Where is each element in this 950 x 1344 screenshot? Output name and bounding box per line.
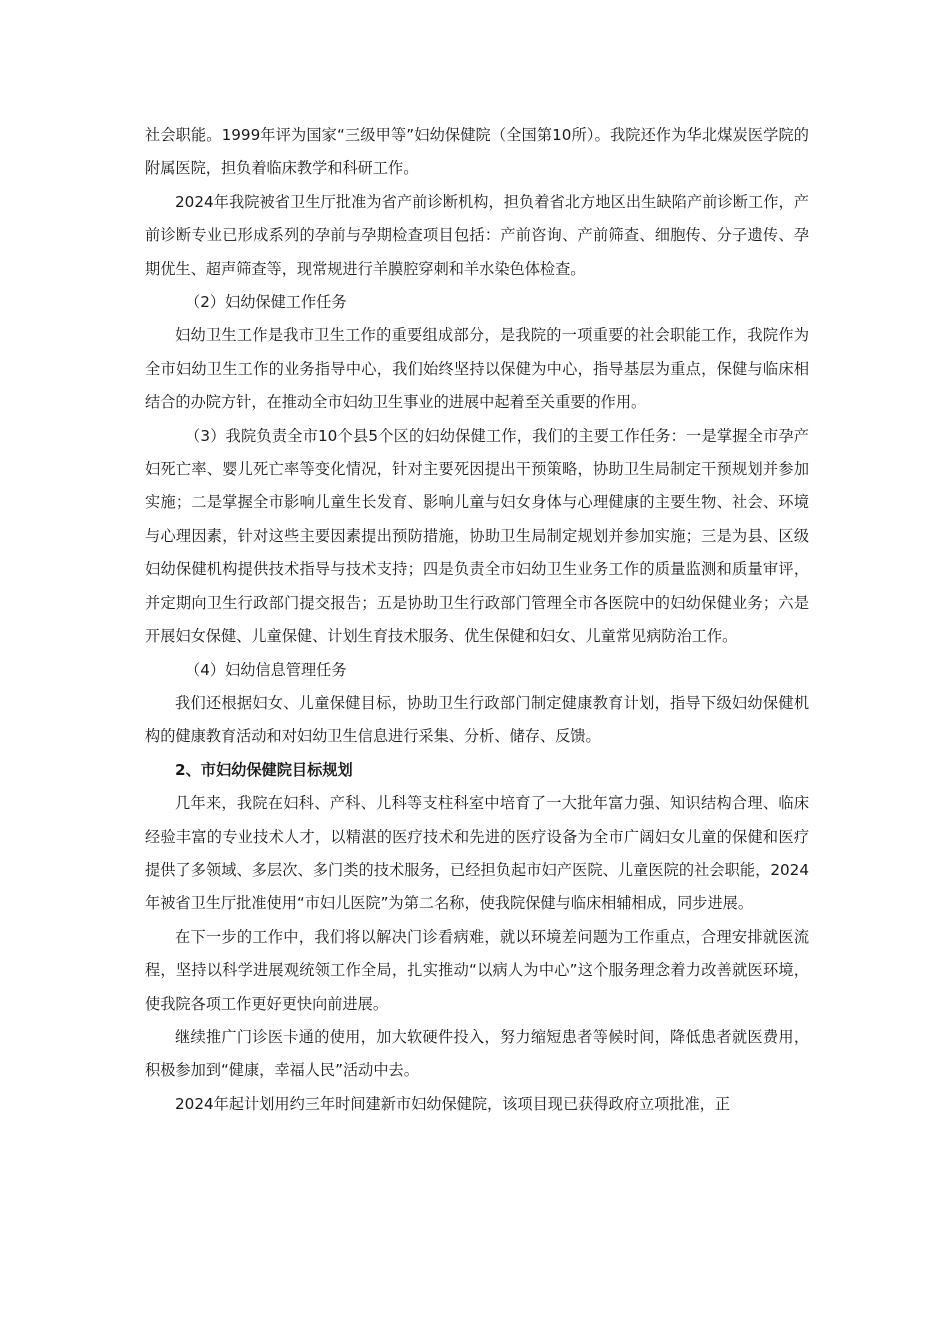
section-heading-goal-planning: 2、市妇幼保健院目标规划 [175,760,353,779]
paragraph-medical-card: 继续推广门诊医卡通的使用，加大软硬件投入，努力缩短患者等候时间，降低患者就医费用，积极参加到“健康，幸福人民”活动中去。 [145,1027,809,1080]
paragraph-health-education: 我们还根据妇女、儿童保健目标，协助卫生行政部门制定健康教育计划，指导下级妇幼保健机构的健康教育活动和对妇幼卫生信息进行采集、分析、储存、反馈。 [145,693,809,746]
paragraph-main-tasks: （3）我院负责全市10个县5个区的妇幼保健工作，我们的主要工作任务：一是掌握全市孕产妇死亡率、婴儿死亡率等变化情况，针对主要死因提出干预策略，协助卫生局制定干预规划并参加实施；二是掌握全市影响儿童生长发育、影响儿童与妇女身体与心理健康的主要生物、社会、环境与心理因素，针对这些主要因素提出预防措施，协助卫生局制定规划并参加实施；三是为县、区级妇幼保健机构提供技术指导与技术支持；四是负责全市妇幼卫生业务工作的质量监测和质量审评，并定期向卫生行政部门提交报告；五是协助卫生行政部门管理全市各医院中的妇幼保健业务；六是开展妇女保健、儿童保健、计划生育技术服务、优生保健和妇女、儿童常见病防治工作。 [145,426,809,646]
paragraph-new-hospital-plan: 2024年起计划用约三年时间建新市妇幼保健院，该项目现已获得政府立项批准，正 [175,1094,731,1113]
document-page [145,119,809,1121]
paragraph-talent-cultivation: 几年来，我院在妇科、产科、儿科等支柱科室中培育了一大批年富力强、知识结构合理、临床经验丰富的专业技术人才，以精湛的医疗技术和先进的医疗设备为全市广阔妇女儿童的保健和医疗提供了多领域、多层次、多门类的技术服务，已经担负起市妇产医院、儿童医院的社会职能，2024年被省卫生厅批准使用“市妇儿医院”为第二名称，使我院保健与临床相辅相成，同步进展。 [145,794,809,913]
paragraph-next-steps: 在下一步的工作中，我们将以解决门诊看病难，就以环境差问题为工作重点，合理安排就医流程，坚持以科学进展观统领工作全局，扎实推动“以病人为中心”这个服务理念着力改善就医环境，使我院各项工作更好更快向前进展。 [145,927,809,1013]
paragraph-prenatal-diagnosis: 2024年我院被省卫生厅批准为省产前诊断机构，担负着省北方地区出生缺陷产前诊断工作，产前诊断专业已形成系列的孕前与孕期检查项目包括：产前咨询、产前筛查、细胞传、分子遗传、孕期优生、超声筛查等，现常规进行羊膜腔穿刺和羊水染色体检查。 [145,192,809,278]
section-heading-information-management: （4）妇幼信息管理任务 [185,660,347,679]
paragraph-intro-continuation: 社会职能。1999年评为国家“三级甲等”妇幼保健院（全国第10所）。我院还作为华北煤炭医学院的附属医院，担负着临床教学和科研工作。 [145,126,809,178]
section-heading-maternal-health-tasks: （2）妇幼保健工作任务 [185,293,347,312]
paragraph-maternal-health-work: 妇幼卫生工作是我市卫生工作的重要组成部分，是我院的一项重要的社会职能工作，我院作为全市妇幼卫生工作的业务指导中心，我们始终坚持以保健为中心，指导基层为重点，保健与临床相结合的办院方针，在推动全市妇幼卫生事业的进展中起着至关重要的作用。 [145,326,809,412]
